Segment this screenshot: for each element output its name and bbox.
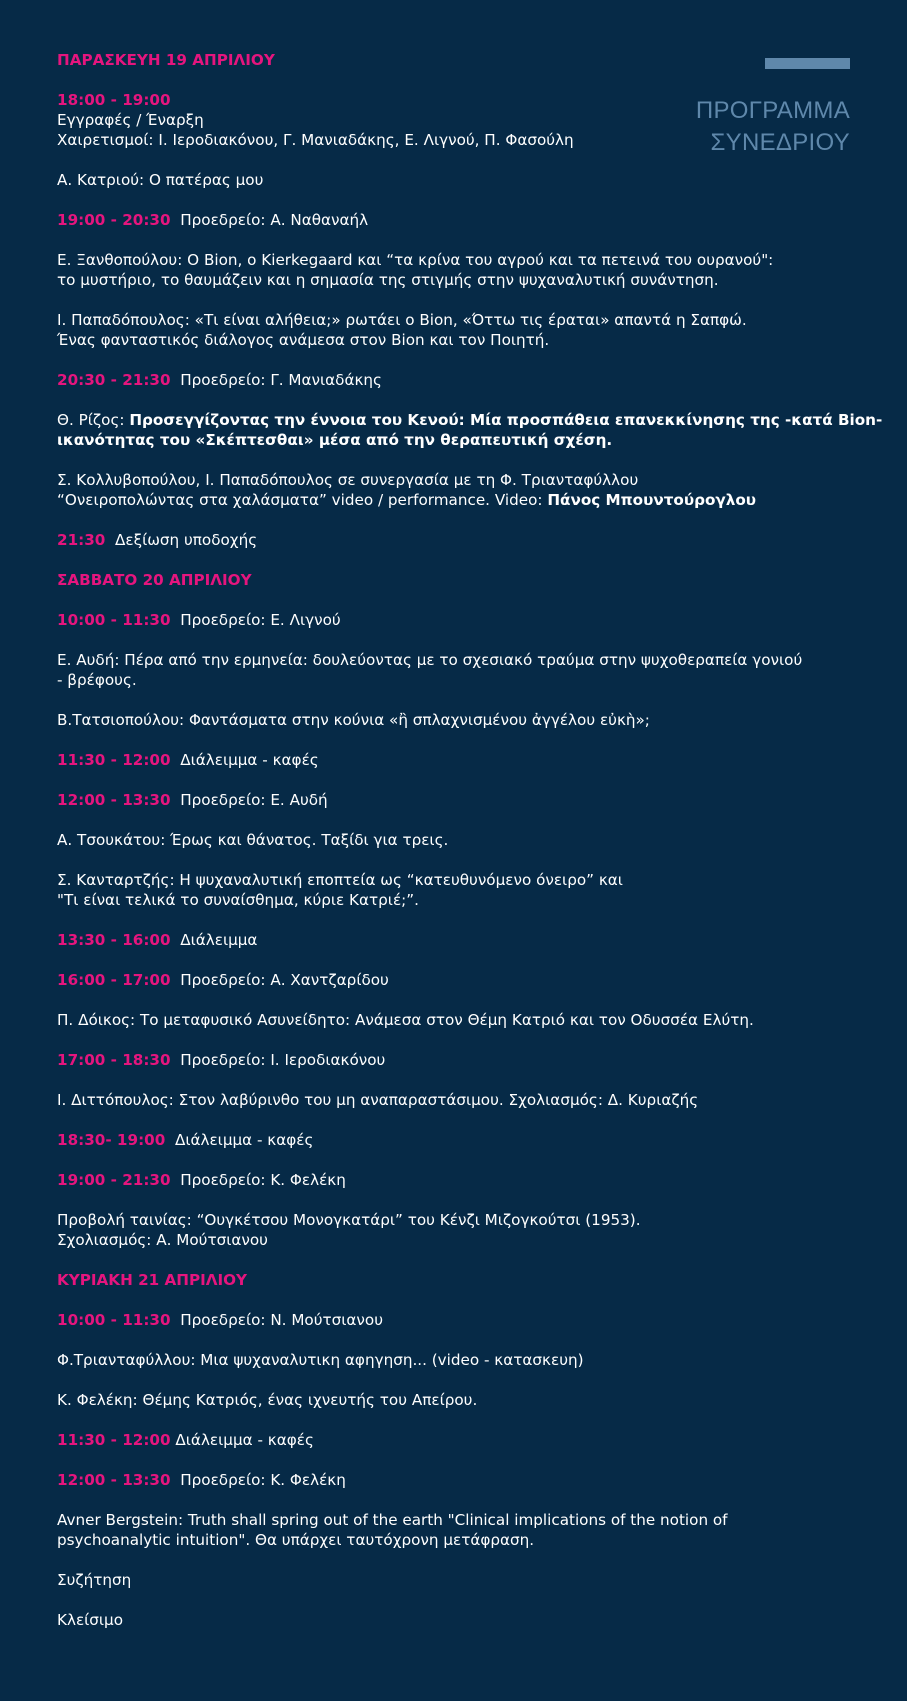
- session-time: 13:30 - 16:00: [57, 931, 171, 949]
- session-time: 11:30 - 12:00: [57, 1431, 171, 1449]
- session-header: [57, 210, 857, 230]
- session-time: 21:30: [57, 531, 106, 549]
- talk: Κ. Φελέκη: Θέμης Κατριός, ένας ιχνευτής του Απείρου.: [57, 1391, 478, 1409]
- session-header: [57, 790, 857, 810]
- talk: Φ.Τριανταφύλλου: Μια ψυχαναλυτικη αφηγηση... (video - κατασκευη): [57, 1351, 584, 1369]
- talk: Ι. Διττόπουλος: Στον λαβύρινθο του μη αναπαραστάσιμου. Σχολιασμός: Δ. Κυριαζής: [57, 1091, 699, 1109]
- session-time: 12:00 - 13:30: [57, 1471, 171, 1489]
- session-header: [57, 1470, 857, 1490]
- talk-line: Σχολιασμός: Α. Μούτσιανου: [57, 1231, 268, 1249]
- talk-line: Ε. Ξανθοπούλου: Ο Bion, ο Kierkegaard και “τα κρίνα του αγρού και τα πετεινά του ουρανού":: [57, 251, 774, 269]
- day-heading-sunday: ΚΥΡΙΑΚΗ 21 ΑΠΡΙΛΙΟΥ: [57, 1271, 248, 1289]
- talk-line: psychoanalytic intuition". Θα υπάρχει ταυτόχρονη μετάφραση.: [57, 1531, 535, 1549]
- talk-line: Προβολή ταινίας: “Ουγκέτσου Μονογκατάρι” του Κένζι Μιζογκούτσι (1953).: [57, 1211, 641, 1229]
- session-time: 19:00 - 20:30: [57, 211, 171, 229]
- talk-line: "Τι είναι τελικά το συναίσθημα, κύριε Κατριέ;”.: [57, 891, 419, 909]
- session-time: 16:00 - 17:00: [57, 971, 171, 989]
- session-time: 18:00 - 19:00: [57, 91, 171, 109]
- session-time: 12:00 - 13:30: [57, 791, 171, 809]
- session-time: 18:30- 19:00: [57, 1131, 166, 1149]
- talk-line: Avner Bergstein: Truth shall spring out of the earth "Clinical implications of the notion of: [57, 1511, 728, 1529]
- talk-line: Ι. Παπαδόπουλος: «Τι είναι αλήθεια;» ρωτάει ο Bion, «Όττω τις έραται» απαντά η Σαπφώ.: [57, 311, 747, 329]
- talk-line: Σ. Κολλυβοπούλου, Ι. Παπαδόπουλος σε συνεργασία με τη Φ. Τριανταφύλλου: [57, 471, 639, 489]
- session-header: [57, 530, 857, 550]
- talk-author: Θ. Ρίζος:: [57, 411, 130, 429]
- talk: Α. Κατριού: Ο πατέρας μου: [57, 171, 264, 189]
- session-chair: Προεδρείο: Ι. Ιεροδιακόνου: [180, 1051, 386, 1069]
- session-chair: Προεδρείο: Ε. Λιγνού: [180, 611, 341, 629]
- session-time: 10:00 - 11:30: [57, 1311, 171, 1329]
- session-time: 17:00 - 18:30: [57, 1051, 171, 1069]
- talk-line: - βρέφους.: [57, 671, 137, 689]
- session-text: Διάλειμμα - καφές: [174, 1131, 314, 1149]
- talk-line: Ένας φανταστικός διάλογος ανάμεσα στον Bion και τον Ποιητή.: [57, 331, 550, 349]
- session-header: [57, 1130, 857, 1150]
- day-heading-friday: ΠΑΡΑΣΚΕΥΗ 19 ΑΠΡΙΛΙΟΥ: [57, 51, 275, 69]
- session-text: Χαιρετισμοί: Ι. Ιεροδιακόνου, Γ. Μανιαδάκης, Ε. Λιγνού, Π. Φασούλη: [57, 131, 574, 149]
- session-text: Διάλειμμα: [180, 931, 258, 949]
- discussion: Συζήτηση: [57, 1571, 132, 1589]
- talk-line: Σ. Κανταρτζής: Η ψυχαναλυτική εποπτεία ως “κατευθυνόμενο όνειρο” και: [57, 871, 623, 889]
- session-chair: Προεδρείο: Α. Χαντζαρίδου: [180, 971, 389, 989]
- session-text: Δεξίωση υποδοχής: [115, 531, 258, 549]
- session-time: 11:30 - 12:00: [57, 751, 171, 769]
- session-header: [57, 1310, 857, 1330]
- session-header: [57, 930, 857, 950]
- session-chair: Προεδρείο: Α. Ναθαναήλ: [180, 211, 369, 229]
- session-chair: Προεδρείο: Ν. Μούτσιανου: [180, 1311, 383, 1329]
- session-chair: Προεδρείο: Κ. Φελέκη: [180, 1471, 346, 1489]
- session-chair: Προεδρείο: Γ. Μανιαδάκης: [180, 371, 382, 389]
- title-line-2: ΣΥΝΕΔΡΙΟΥ: [710, 129, 850, 156]
- talk: Α. Τσουκάτου: Έρως και θάνατος. Ταξίδι για τρεις.: [57, 831, 449, 849]
- talk-line: [57, 410, 883, 430]
- session-header: [57, 370, 857, 390]
- session-text: Διάλειμμα - καφές: [175, 1431, 314, 1449]
- session-time: 20:30 - 21:30: [57, 371, 171, 389]
- session-header: [57, 750, 857, 770]
- session-header: [57, 610, 857, 630]
- session-text: Διάλειμμα - καφές: [180, 751, 319, 769]
- session-time: 19:00 - 21:30: [57, 1171, 171, 1189]
- talk-title: ικανότητας του «Σκέπτεσθαι» μέσα από την θεραπευτική σχέση.: [57, 431, 613, 449]
- talk-line: [57, 490, 857, 510]
- session-chair: Προεδρείο: Ε. Αυδή: [180, 791, 328, 809]
- talk: Π. Δόικος: Το μεταφυσικό Ασυνείδητο: Ανάμεσα στον Θέμη Κατριό και τον Οδυσσέα Ελύτη.: [57, 1011, 754, 1029]
- talk: Β.Τατσιοπούλου: Φαντάσματα στην κούνια «ἢ σπλαχνισμένου ἀγγέλου εὐκὴ»;: [57, 711, 650, 729]
- session-header: [57, 1050, 857, 1070]
- session-chair: Προεδρείο: Κ. Φελέκη: [180, 1171, 346, 1189]
- session-text: Εγγραφές / Έναρξη: [57, 111, 204, 129]
- session-time: 10:00 - 11:30: [57, 611, 171, 629]
- title-line-1: ΠΡΟΓΡΑΜΜΑ: [695, 97, 850, 124]
- day-heading-saturday: ΣΑΒΒΑΤΟ 20 ΑΠΡΙΛΙΟΥ: [57, 571, 252, 589]
- closing: Κλείσιμο: [57, 1611, 124, 1629]
- talk-line: Ε. Αυδή: Πέρα από την ερμηνεία: δουλεύοντας με το σχεσιακό τραύμα στην ψυχοθεραπεία γονιού: [57, 651, 803, 669]
- talk-text: “Ονειροπολώντας στα χαλάσματα” video / performance. Video:: [57, 491, 548, 509]
- session-header: [57, 1170, 857, 1190]
- session-header: [57, 1430, 857, 1450]
- talk-title: Προσεγγίζοντας την έννοια του Κενού: Μία προσπάθεια επανεκκίνησης της -κατά Bion-: [129, 411, 883, 429]
- program-content: [57, 50, 883, 1630]
- video-credit: Πάνος Μπουντούρογλου: [547, 491, 757, 509]
- talk-line: το μυστήριο, το θαυμάζειν και η σημασία της στιγμής στην ψυχαναλυτική συνάντηση.: [57, 271, 719, 289]
- session-header: [57, 970, 857, 990]
